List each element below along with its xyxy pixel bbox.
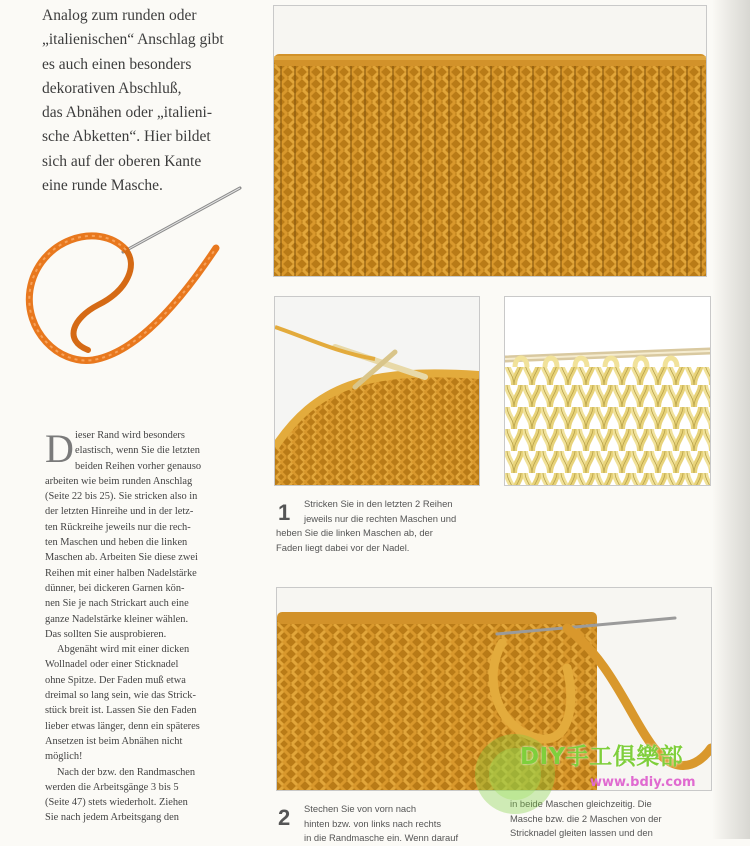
- drop-cap: D: [45, 426, 74, 471]
- body-line: ganze Nadelstärke kleiner wählen.: [45, 613, 189, 625]
- watermark-url: www.bdiy.com: [590, 775, 696, 790]
- step1-diagram-image: [505, 297, 710, 485]
- step1-diagram: [504, 296, 711, 486]
- book-spine-shadow: [712, 0, 750, 839]
- caption-line: Faden liegt dabei vor der Nadel.: [276, 541, 410, 553]
- body-line: dreimal so lang sein, wie das Strick-: [45, 690, 196, 702]
- caption-line: heben Sie die linken Maschen ab, der: [276, 527, 433, 538]
- body-line: elastisch, wenn Sie die letzten: [75, 445, 200, 457]
- body-line: ieser Rand wird besonders: [75, 430, 185, 441]
- caption-line: jeweils nur die rechten Maschen und: [304, 512, 457, 524]
- body-line: (Seite 22 bis 25). Sie stricken also in: [45, 491, 198, 503]
- body-line: möglich!: [45, 751, 83, 763]
- intro-line: dekorativen Abschluß,: [42, 79, 182, 97]
- caption-line: in die Randmasche ein. Wenn darauf: [304, 832, 459, 843]
- intro-line: „italienischen“ Anschlag gibt: [42, 31, 224, 49]
- step1-caption: [276, 497, 526, 555]
- intro-line: das Abnähen oder „italieni-: [42, 104, 213, 122]
- caption-line: in beide Maschen gleichzeitig. Die: [510, 798, 652, 809]
- body-line: Ansetzen ist beim Abnähen nicht: [45, 735, 183, 747]
- caption-line: Stechen Sie von vorn nach: [304, 803, 417, 814]
- body-line: nen Sie je nach Strickart auch eine: [45, 598, 189, 610]
- body-line: der letzten Hinreihe und in der letz-: [45, 506, 194, 518]
- body-line: stück breit ist. Lassen Sie den Faden: [45, 705, 197, 717]
- caption-line: Stricken Sie in den letzten 2 Reihen: [304, 498, 453, 509]
- body-line: Reihen mit einer halben Nadelstärke: [45, 567, 197, 579]
- body-line: lieber etwas länger, denn ein späteres: [45, 720, 200, 732]
- body-line: ohne Spitze. Der Faden muß etwa: [45, 674, 186, 686]
- caption-line: Masche bzw. die 2 Maschen von der: [510, 812, 662, 824]
- body-line: Sie nach jedem Arbeitsgang den: [45, 812, 179, 824]
- intro-paragraph: [42, 4, 257, 198]
- body-line: (Seite 47) stets wiederholt. Ziehen: [45, 797, 188, 809]
- intro-line: Analog zum runden oder: [42, 7, 197, 24]
- body-line: werden die Arbeitsgänge 3 bis 5: [45, 781, 179, 793]
- watermark-text: DIY手工俱樂部: [520, 744, 684, 770]
- body-line: Maschen ab. Arbeiten Sie diese zwei: [45, 552, 198, 564]
- step1-image: [275, 297, 479, 485]
- caption-line: hinten bzw. von links nach rechts: [304, 817, 442, 829]
- body-line: arbeiten wie beim runden Anschlag: [45, 475, 193, 487]
- knit-edge-photo: [273, 5, 707, 277]
- intro-line: es auch einen besonders: [42, 55, 192, 73]
- body-paragraph: [45, 428, 257, 826]
- intro-line: sich auf der oberen Kante: [42, 152, 202, 170]
- intro-line: eine runde Masche.: [42, 177, 163, 195]
- body-line: Das sollten Sie ausprobieren.: [45, 628, 167, 640]
- step2-number: 2: [278, 805, 291, 830]
- step1-photo: [274, 296, 480, 486]
- body-line: ten Maschen und heben die linken: [45, 537, 188, 549]
- caption-line: Stricknadel gleiten lassen und den: [510, 827, 653, 838]
- knit-edge-image: [274, 6, 706, 276]
- body-line: dünner, bei dickeren Garnen kön-: [45, 582, 185, 594]
- body-line: beiden Reihen vorher genauso: [75, 460, 202, 472]
- step1-number: 1: [278, 500, 291, 525]
- needle-thread-illustration: [18, 180, 248, 380]
- body-line: Nach der bzw. den Randmaschen: [57, 766, 196, 778]
- body-line: Wollnadel oder einer Sticknadel: [45, 659, 179, 671]
- intro-line: sche Abketten“. Hier bildet: [42, 128, 211, 146]
- body-line: ten Rückreihe jeweils nur die rech-: [45, 521, 191, 533]
- body-line: Abgenäht wird mit einer dicken: [57, 644, 190, 656]
